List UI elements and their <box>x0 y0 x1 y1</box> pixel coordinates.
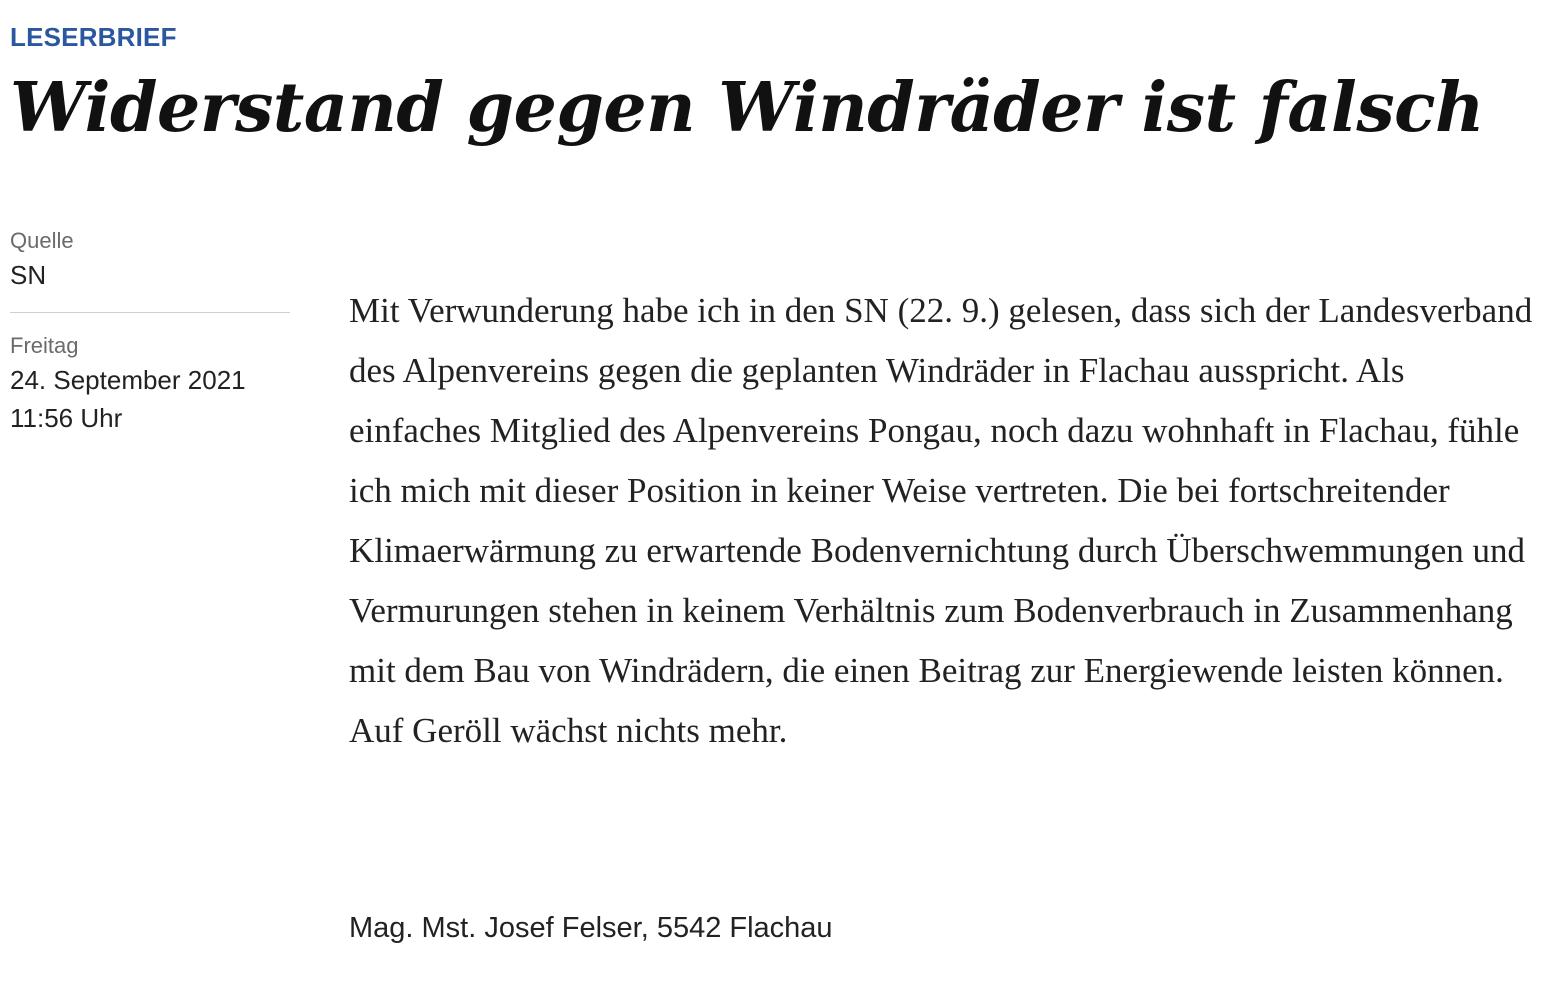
source-value: SN <box>10 260 47 290</box>
publish-time: 11:56 Uhr <box>10 403 123 433</box>
source-label: Quelle <box>10 228 74 253</box>
meta-source-block <box>10 226 290 313</box>
meta-date-block <box>10 331 290 437</box>
article-body: Mit Verwunderung habe ich in den SN (22. 9.) gelesen, dass sich der Landesverband des Alpenvereins gegen die geplanten Windräder in Flachau ausspricht. Als einfaches Mitglied des Alpenvereins Pongau, noch dazu wohnhaft in Flachau, fühle ich mich mit dieser Position in keiner Weise vertreten. Die bei fortschreitender Klimaerwärmung zu erwartende Bodenvernichtung durch Überschwemmungen und Vermurungen stehen in keinem Verhältnis zum Bodenverbrauch in Zusammenhang mit dem Bau von Windrädern, die einen Beitrag zur Energiewende leisten können. Auf Geröll wächst nichts mehr. <box>349 291 1533 750</box>
article-kicker: LESERBRIEF <box>10 22 177 52</box>
publish-date: 24. September 2021 <box>10 365 246 395</box>
article-headline: Widerstand gegen Windräder ist falsch <box>10 68 1484 148</box>
article-meta <box>10 226 290 437</box>
weekday-label: Freitag <box>10 333 79 358</box>
article-signature: Mag. Mst. Josef Felser, 5542 Flachau <box>349 912 833 944</box>
